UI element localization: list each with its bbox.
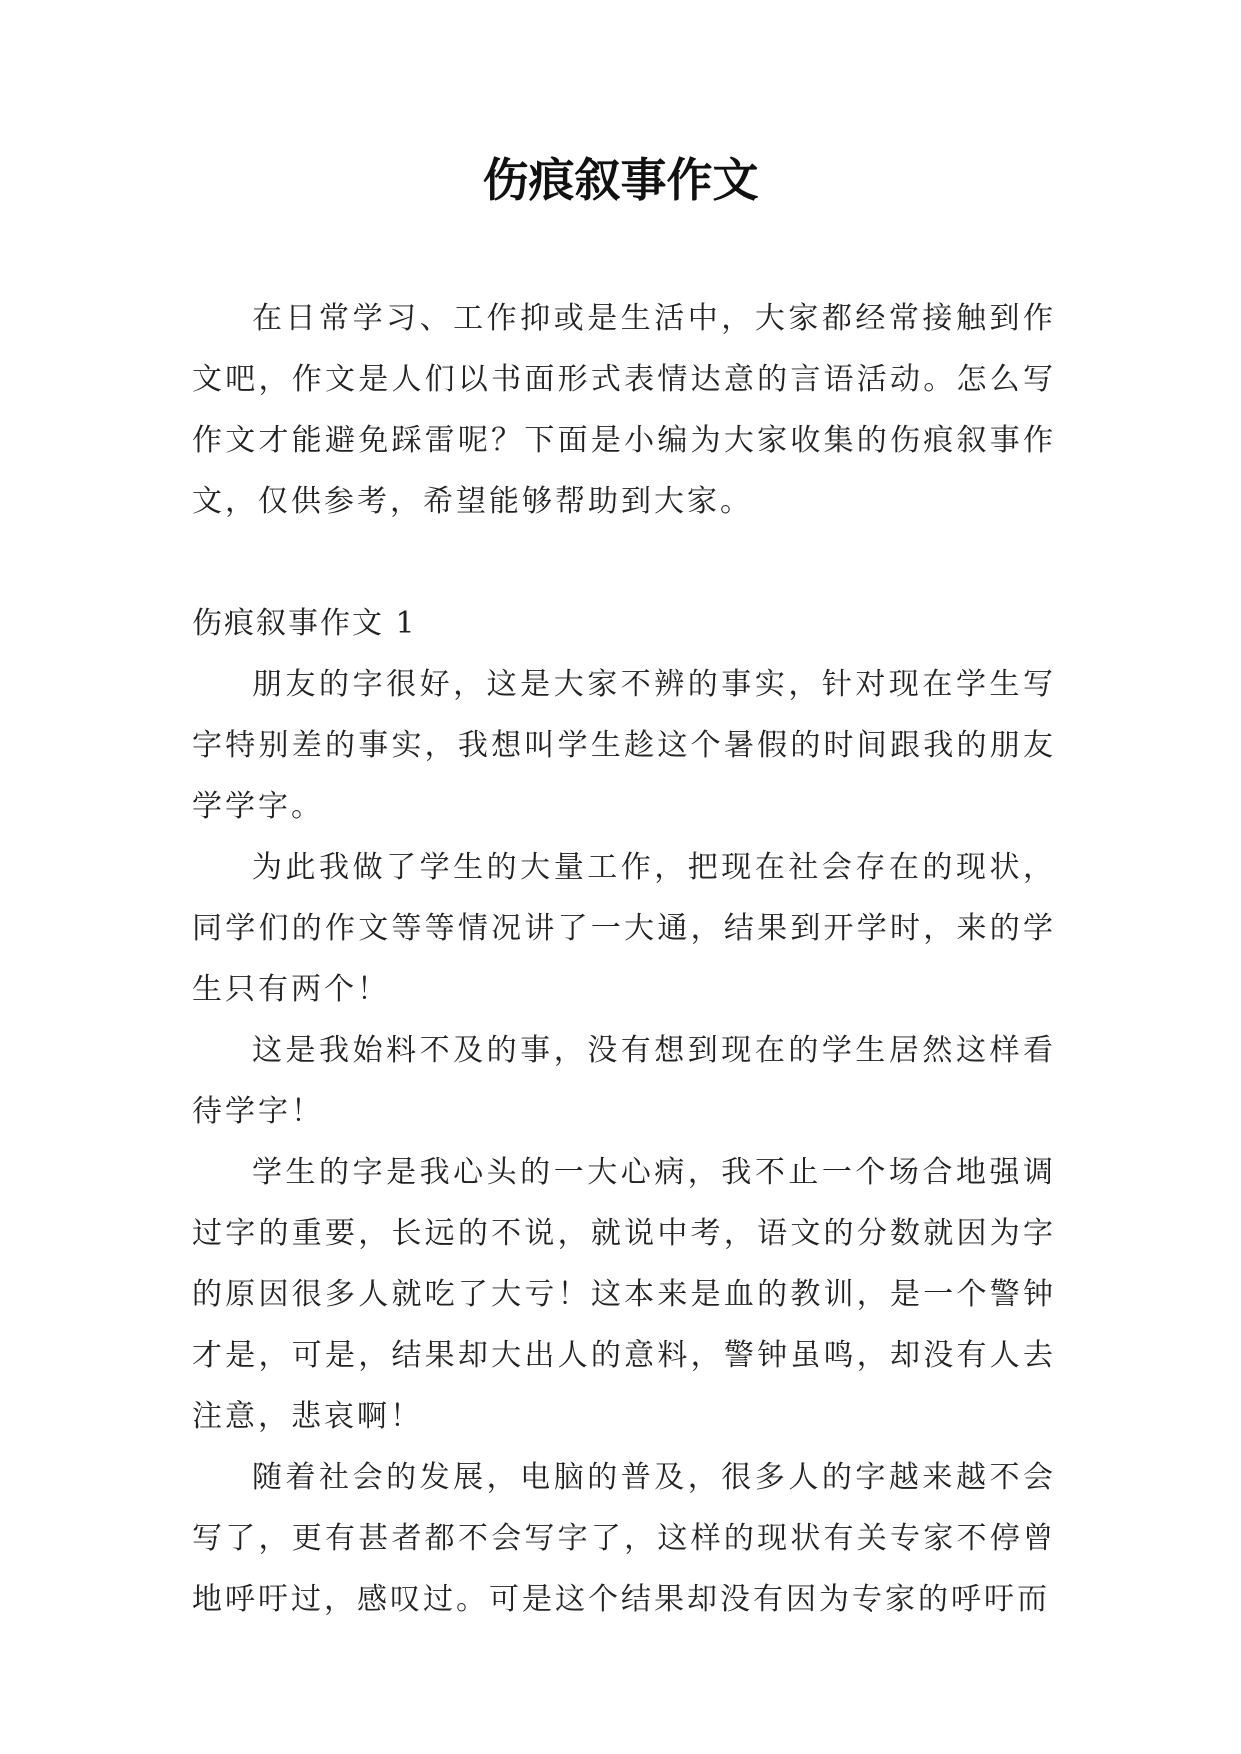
- body-paragraph: 随着社会的发展，电脑的普及，很多人的字越来越不会写了，更有甚者都不会写字了，这样的现状有关专家不停曾地呼吁过，感叹过。可是这个结果却没有因为专家的呼吁而: [192, 1460, 1056, 1617]
- body-paragraph: 学生的字是我心头的一大心病，我不止一个场合地强调过字的重要，长远的不说，就说中考，语文的分数就因为字的原因很多人就吃了大亏！这本来是血的教训，是一个警钟才是，可是，结果却大出人的意料，警钟虽鸣，却没有人去注意，悲哀啊！: [192, 1155, 1056, 1434]
- body-paragraph: 朋友的字很好，这是大家不辨的事实，针对现在学生写字特别差的事实，我想叫学生趁这个暑假的时间跟我的朋友学学字。: [192, 667, 1056, 824]
- section-heading: 伤痕叙事作文 1: [192, 606, 417, 641]
- body-paragraph: 这是我始料不及的事，没有想到现在的学生居然这样看待学字！: [192, 1033, 1056, 1129]
- body-paragraph: 为此我做了学生的大量工作，把现在社会存在的现状，同学们的作文等等情况讲了一大通，结果到开学时，来的学生只有两个！: [192, 850, 1056, 1007]
- document-title: 伤痕叙事作文: [482, 153, 759, 207]
- document-body: [192, 288, 1056, 1630]
- intro-paragraph: 在日常学习、工作抑或是生活中，大家都经常接触到作文吧，作文是人们以书面形式表情达意的言语活动。怎么写作文才能避免踩雷呢？下面是小编为大家收集的伤痕叙事作文，仅供参考，希望能够帮助到大家。: [192, 301, 1056, 519]
